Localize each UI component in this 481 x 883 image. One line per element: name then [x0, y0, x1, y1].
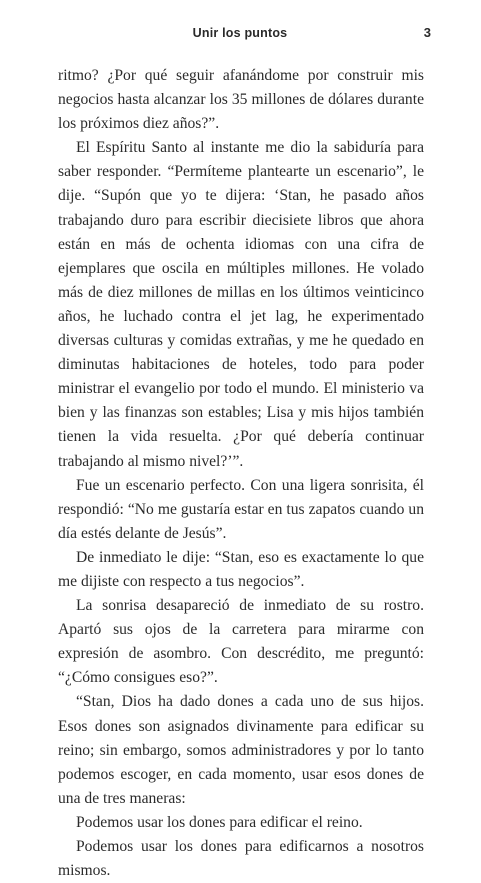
paragraph: El Espíritu Santo al instante me dio la sabiduría para saber responder. “Permíteme plantearte un escenario”, le dije. “Supón que yo te dijera: ‘Stan, he pasado años trabajando duro para escribir diecisiete libros que ahora están en más de ochenta idiomas con una cifra de ejemplares que oscila en múltiples millones. He volado más de diez millones de millas en los últimos veinticinco años, he luchado contra el jet lag, he experimentado diversas culturas y comidas extrañas, y me he quedado en diminutas habitaciones de hoteles, todo para poder ministrar el evangelio por todo el mundo. El ministerio va bien y las finanzas son estables; Lisa y mis hijos también tienen la vida resuelta. ¿Por qué debería continuar trabajando al mismo nivel?’”.: [58, 139, 424, 470]
paragraph: Fue un escenario perfecto. Con una ligera sonrisita, él respondió: “No me gustaría estar en tus zapatos cuando un día estés delante de Jesús”.: [58, 476, 424, 542]
paragraph: Podemos usar los dones para edificarnos a nosotros mismos.: [58, 838, 424, 880]
paragraph: “Stan, Dios ha dado dones a cada uno de sus hijos. Esos dones son asignados divinamente para edificar su reino; sin embargo, somos administradores y por lo tanto podemos escoger, en cada momento, usar esos dones de una de tres maneras:: [58, 693, 424, 807]
paragraph: La sonrisa desapareció de inmediato de su rostro. Apartó sus ojos de la carretera para mirarme con expresión de asombro. Con descrédito, me preguntó: “¿Cómo consigues eso?”.: [58, 597, 424, 687]
page-number: 3: [423, 25, 431, 40]
paragraph: De inmediato le dije: “Stan, eso es exactamente lo que me dijiste con respecto a tus negocios”.: [58, 548, 424, 590]
paragraph: Podemos usar los dones para edificar el reino.: [76, 813, 363, 831]
paragraph: ritmo? ¿Por qué seguir afanándome por construir mis negocios hasta alcanzar los 35 millones de dólares durante los próximos diez años?”.: [58, 67, 424, 133]
running-title: Unir los puntos: [192, 26, 288, 40]
body-text: [58, 64, 424, 883]
